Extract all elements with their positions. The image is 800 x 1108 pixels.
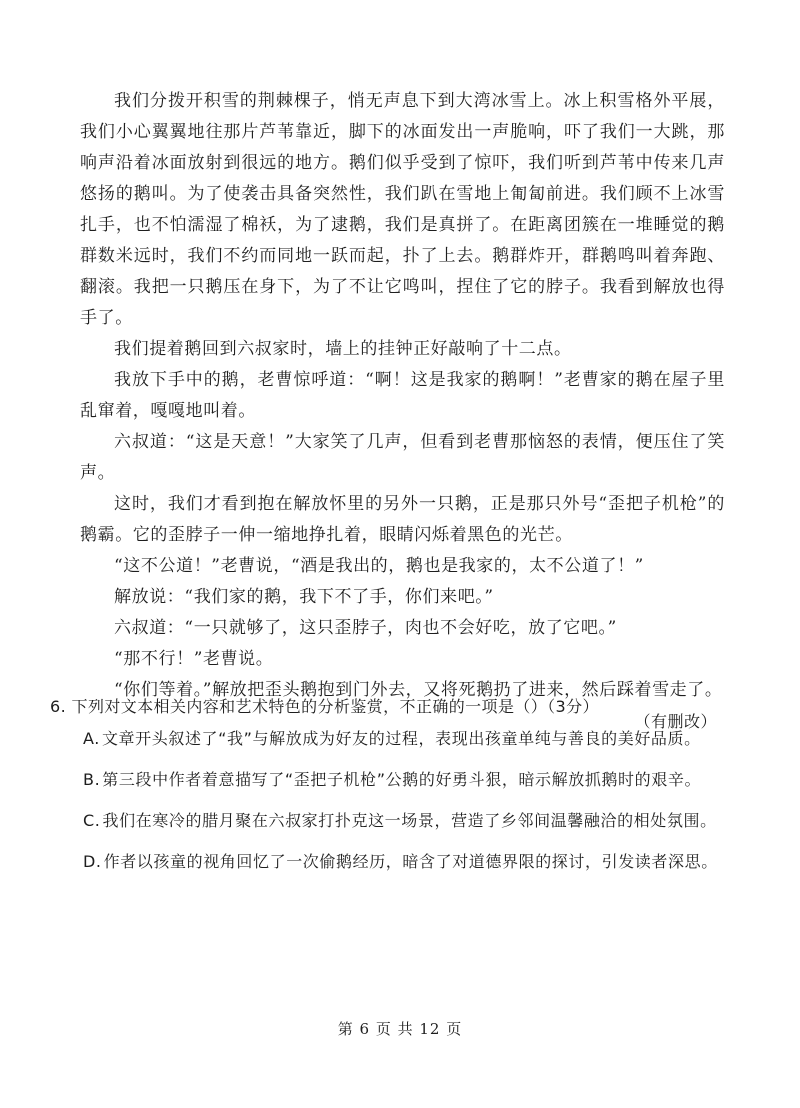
option-text: 第三段中作者着意描写了“歪把子机枪”公鹅的好勇斗狠，暗示解放抓鹅时的艰辛。 xyxy=(102,770,702,789)
passage-paragraph: “你们等着。”解放把歪头鹅抱到门外去，又将死鹅扔了进来，然后踩着雪走了。 xyxy=(114,680,723,700)
option-c[interactable] xyxy=(50,805,740,837)
reading-passage xyxy=(80,86,725,737)
question-stem: 6. 下列对文本相关内容和艺术特色的分析鉴赏，不正确的一项是（）（3分） xyxy=(50,697,599,716)
source-note: （有删改） xyxy=(634,712,717,731)
option-d[interactable] xyxy=(50,846,740,878)
option-text: 文章开头叙述了“我”与解放成为好友的过程，表现出孩童单纯与善良的美好品质。 xyxy=(101,729,701,748)
passage-paragraph: 我们提着鹅回到六叔家时，墙上的挂钟正好敲响了十二点。 xyxy=(114,339,572,359)
passage-paragraph: 解放说：“我们家的鹅，我下不了手，你们来吧。” xyxy=(114,587,494,607)
passage-paragraph: “那不行！”老曹说。 xyxy=(114,649,274,669)
passage-paragraph: “这不公道！”老曹说，“酒是我出的，鹅也是我家的，太不公道了！” xyxy=(114,556,644,576)
option-text: 我们在寒冷的腊月聚在六叔家打扑克这一场景，营造了乡邻间温馨融洽的相处氛围。 xyxy=(102,811,717,830)
option-label: C. xyxy=(83,811,101,830)
passage-paragraph: 六叔道：“这是天意！”大家笑了几声，但看到老曹那恼怒的表情，便压住了笑声。 xyxy=(80,432,725,483)
passage-paragraph: 我们分拨开积雪的荆棘棵子，悄无声息下到大湾冰雪上。冰上积雪格外平展，我们小心翼翼地往那片芦苇靠近，脚下的冰面发出一声脆响，吓了我们一大跳，那响声沿着冰面放射到很远的地方。鹅们似乎受到了惊吓，我们听到芦苇中传来几声悠扬的鹅叫。为了使袭击具备突然性，我们趴在雪地上匍匐前进。我们顾不上冰雪扎手，也不怕濡湿了棉袄，为了逮鹅，我们是真拼了。在距离团簇在一堆睡觉的鹅群数米远时，我们不约而同地一跃而起，扑了上去。鹅群炸开，群鹅鸣叫着奔跑、翻滚。我把一只鹅压在身下，为了不让它鸣叫，捏住了它的脖子。我看到解放也得手了。 xyxy=(80,91,725,328)
passage-paragraph: 我放下手中的鹅，老曹惊呼道：“啊！这是我家的鹅啊！”老曹家的鹅在屋子里乱窜着，嘎嘎地叫着。 xyxy=(80,370,725,421)
option-text: 作者以孩童的视角回忆了一次偷鹅经历，暗含了对道德界限的探讨，引发读者深思。 xyxy=(103,852,718,871)
option-label: A. xyxy=(83,729,100,748)
page-number: 第 6 页 共 12 页 xyxy=(337,1020,463,1038)
passage-paragraph: 六叔道：“一只就够了，这只歪脖子，肉也不会好吃，放了它吧。” xyxy=(114,618,617,638)
option-label: D. xyxy=(83,852,102,871)
passage-paragraph: 这时，我们才看到抱在解放怀里的另外一只鹅，正是那只外号“歪把子机枪”的鹅霸。它的歪脖子一伸一缩地挣扎着，眼睛闪烁着黑色的光芒。 xyxy=(80,494,725,545)
option-b[interactable] xyxy=(50,764,740,796)
option-label: B. xyxy=(83,770,101,789)
option-a[interactable] xyxy=(50,723,740,755)
question-6 xyxy=(50,691,740,887)
